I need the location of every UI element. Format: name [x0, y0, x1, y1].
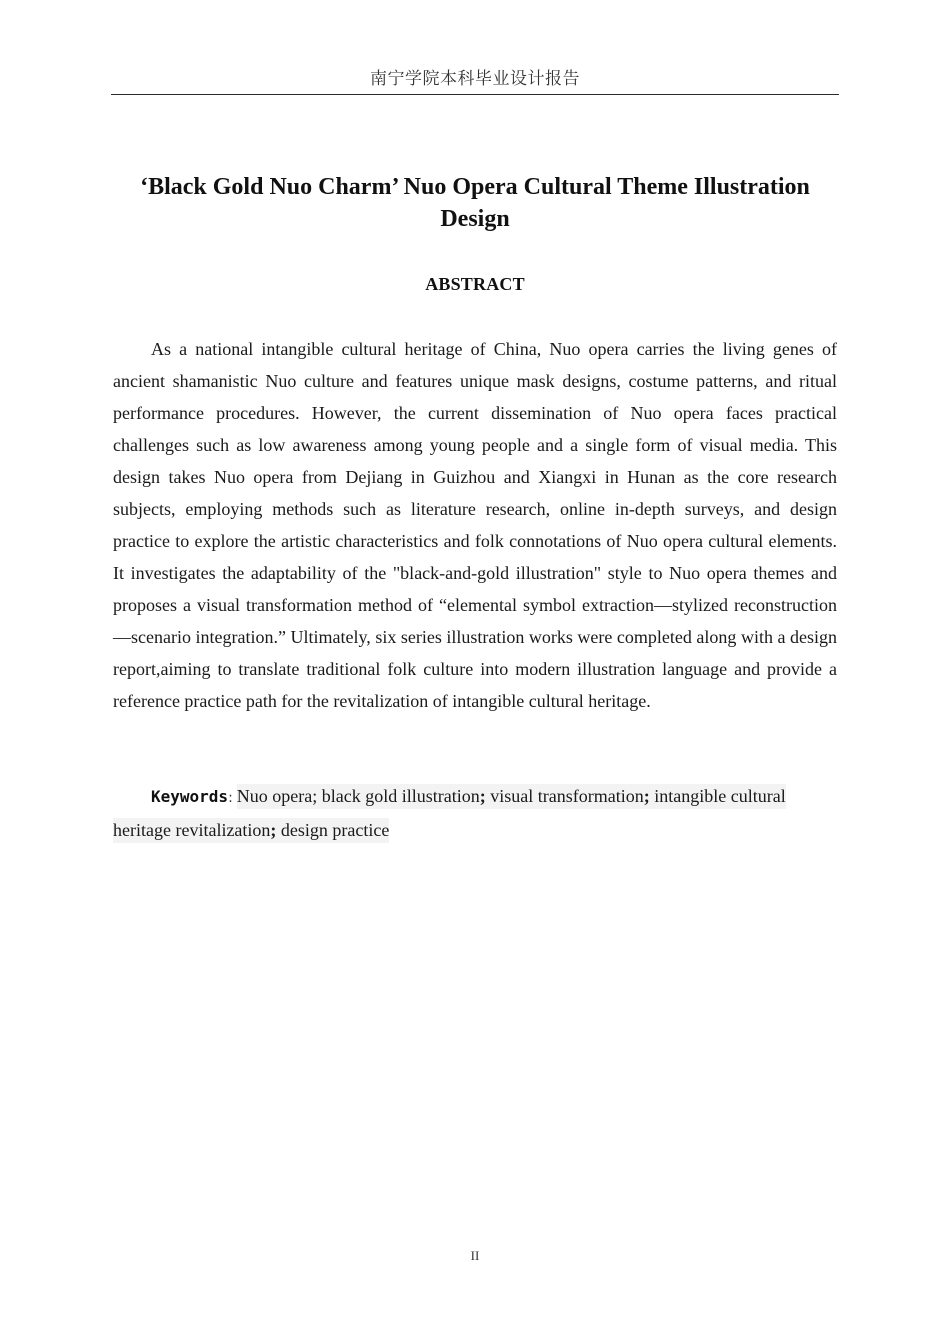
keyword-separator: ;: [643, 786, 650, 806]
keyword-separator: ;: [312, 786, 318, 806]
abstract-paragraph: As a national intangible cultural heritage of China, Nuo opera carries the living genes of ancient shamanistic Nuo culture and features unique mask designs, costume patterns, and ritual performance procedures. However, the current dissemination of Nuo opera faces practical challenges such as low awareness among young people and a single form of visual media. This design takes Nuo opera from Dejiang in Guizhou and Xiangxi in Hunan as the core research subjects, employing methods such as literature research, online in-depth surveys, and design practice to explore the artistic characteristics and folk connotations of Nuo opera cultural elements. It investigates the adaptability of the "black-and-gold illustration" style to Nuo opera themes and proposes a visual transformation method of “elemental symbol extraction—stylized reconstruction—scenario integration.” Ultimately, six series illustration works were completed along with a design report,aiming to translate traditional folk culture into modern illustration language and provide a reference practice path for the revitalization of intangible cultural heritage.: [113, 339, 837, 711]
keyword-item: black gold illustration: [321, 786, 480, 806]
keyword-separator: ;: [479, 786, 486, 806]
keyword-item: visual transformation: [490, 786, 644, 806]
document-title: ‘Black Gold Nuo Charm’ Nuo Opera Cultural Theme Illustration Design: [140, 174, 810, 232]
abstract-heading: ABSTRACT: [425, 274, 525, 294]
keyword-item: intangible cultural heritage revitalization: [113, 786, 786, 840]
keyword-separator: ;: [270, 820, 277, 840]
keyword-item: design practice: [280, 820, 390, 840]
keyword-item: Nuo opera: [236, 786, 313, 806]
page-number: II: [470, 1248, 480, 1263]
header-rule: [111, 94, 839, 95]
keywords-label: Keywords: [151, 787, 229, 806]
keywords-colon: :: [228, 790, 233, 806]
running-header: 南宁学院本科毕业设计报告: [370, 69, 580, 89]
keywords-line: [113, 780, 837, 846]
